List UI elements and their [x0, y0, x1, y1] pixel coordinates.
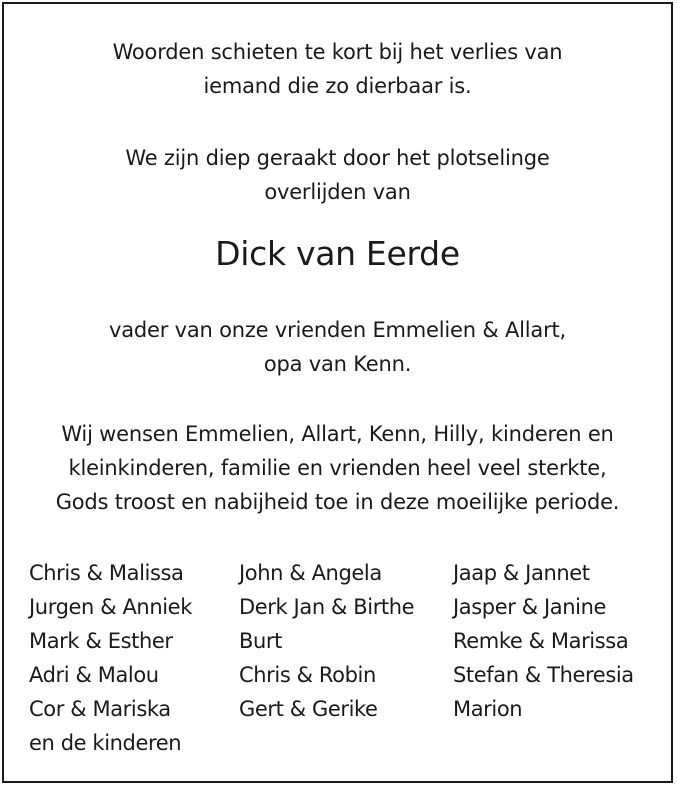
- signatory: Jaap & Jannet: [453, 561, 590, 585]
- signatory: Chris & Malissa: [29, 561, 184, 585]
- wishes-line: Wij wensen Emmelien, Allart, Kenn, Hilly, kinderen en: [61, 422, 614, 446]
- signatory: Adri & Malou: [29, 663, 159, 687]
- wishes-line: kleinkinderen, familie en vrienden heel veel sterkte,: [68, 456, 607, 480]
- signatory: Derk Jan & Birthe: [239, 595, 415, 619]
- intro-paragraph: [4, 35, 671, 103]
- signatory: Jasper & Janine: [453, 595, 607, 619]
- signatories-column-1: [29, 556, 192, 760]
- signatory: Marion: [453, 697, 523, 721]
- wishes-paragraph: [4, 417, 671, 519]
- signatories-column-2: [239, 556, 414, 726]
- wishes-line: Gods troost en nabijheid toe in deze moeilijke periode.: [55, 490, 620, 514]
- relation-line: opa van Kenn.: [263, 352, 412, 376]
- signatory: Jurgen & Anniek: [29, 595, 192, 619]
- announcement-paragraph: [4, 141, 671, 209]
- signatory: Burt: [239, 629, 282, 653]
- intro-line: iemand die zo dierbaar is.: [203, 74, 472, 98]
- signatory: Chris & Robin: [239, 663, 376, 687]
- signatory: Mark & Esther: [29, 629, 173, 653]
- signatory: en de kinderen: [29, 731, 182, 755]
- relation-paragraph: [4, 313, 671, 381]
- condolence-card: [2, 2, 673, 783]
- signatory: Cor & Mariska: [29, 697, 171, 721]
- announcement-line: overlijden van: [264, 180, 411, 204]
- signatories-column-3: [453, 556, 634, 726]
- intro-line: Woorden schieten te kort bij het verlies van: [112, 40, 563, 64]
- announcement-line: We zijn diep geraakt door het plotselinge: [125, 146, 550, 170]
- relation-line: vader van onze vrienden Emmelien & Allart,: [108, 318, 567, 342]
- signatory: John & Angela: [239, 561, 382, 585]
- deceased-name: Dick van Eerde: [215, 234, 460, 273]
- signatory: Remke & Marissa: [453, 629, 629, 653]
- signatory: Stefan & Theresia: [453, 663, 634, 687]
- signatory: Gert & Gerike: [239, 697, 378, 721]
